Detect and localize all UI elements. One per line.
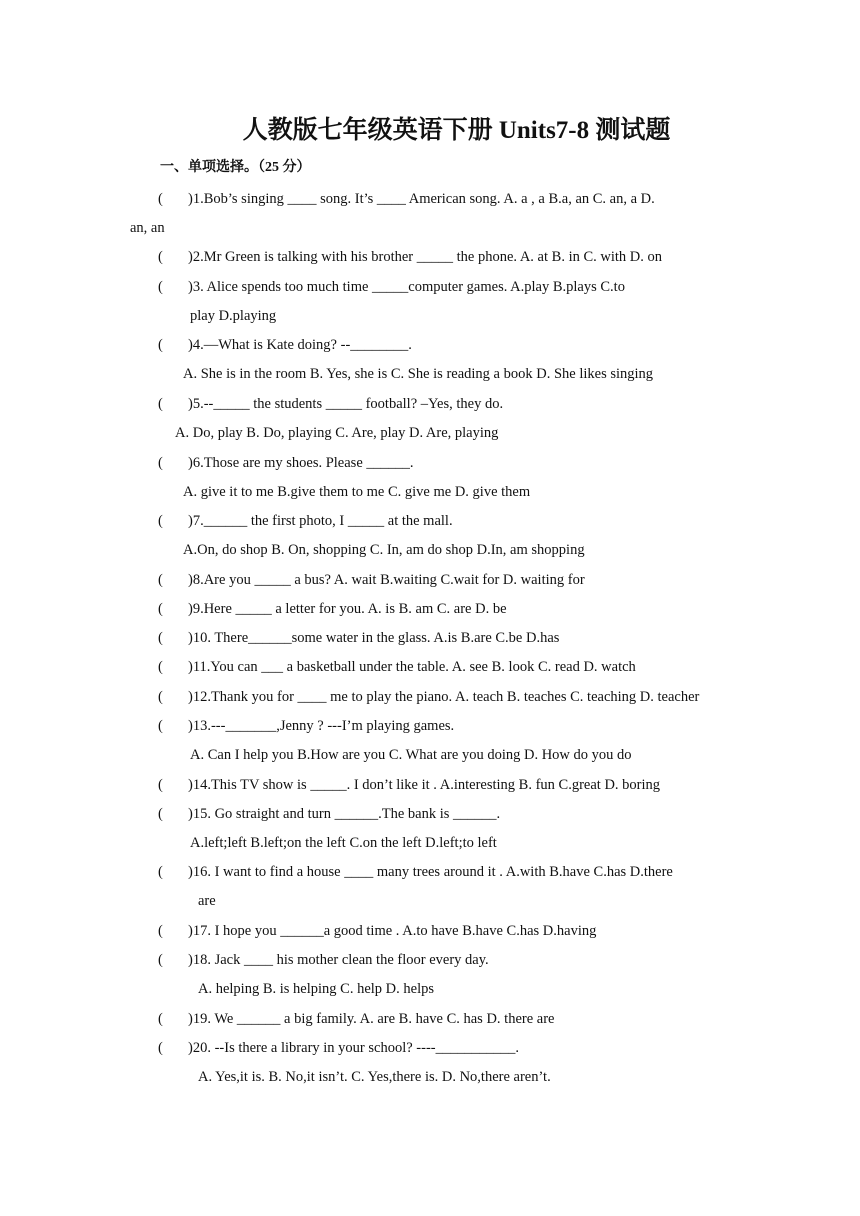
question-text: )1.Bob’s singing ____ song. It’s ____ American song. A. a , a B.a, an C. an, a D. bbox=[188, 191, 655, 207]
question-text: )16. I want to find a house ____ many trees around it . A.with B.have C.has D.there bbox=[188, 864, 673, 880]
answer-blank: ( bbox=[158, 396, 163, 412]
question-line bbox=[158, 922, 596, 940]
answer-blank: ( bbox=[158, 718, 163, 734]
question-line bbox=[158, 454, 414, 472]
answer-blank: ( bbox=[158, 337, 163, 353]
question-text: A.left;left B.left;on the left C.on the left D.left;to left bbox=[190, 835, 497, 851]
question-text: )13.---_______,Jenny ? ---I’m playing games. bbox=[188, 718, 455, 734]
answer-blank: ( bbox=[158, 191, 163, 207]
answer-blank: ( bbox=[158, 1011, 163, 1027]
page-title: 人教版七年级英语下册 Units7-8 测试题 bbox=[242, 117, 671, 144]
answer-blank: ( bbox=[158, 601, 163, 617]
question-text: )8.Are you _____ a bus? A. wait B.waiting C.wait for D. waiting for bbox=[188, 572, 585, 588]
question-text: )17. I hope you ______a good time . A.to have B.have C.has D.having bbox=[188, 923, 597, 939]
answer-blank: ( bbox=[158, 572, 163, 588]
answer-blank: ( bbox=[158, 689, 163, 705]
answer-blank: ( bbox=[158, 659, 163, 675]
question-text: play D.playing bbox=[190, 308, 277, 324]
question-text: A. Yes,it is. B. No,it isn’t. C. Yes,there is. D. No,there aren’t. bbox=[198, 1069, 551, 1085]
question-line bbox=[158, 336, 412, 354]
question-line bbox=[158, 717, 454, 735]
question-text: )10. There______some water in the glass. A.is B.are C.be D.has bbox=[188, 630, 560, 646]
question-continuation bbox=[183, 541, 585, 559]
question-line bbox=[158, 863, 673, 881]
question-text: )18. Jack ____ his mother clean the floor every day. bbox=[188, 952, 489, 968]
question-text: A. Can I help you B.How are you C. What are you doing D. How do you do bbox=[190, 747, 632, 763]
question-line bbox=[158, 571, 585, 589]
answer-blank: ( bbox=[158, 923, 163, 939]
question-continuation bbox=[183, 483, 530, 501]
question-continuation bbox=[130, 219, 165, 237]
answer-blank: ( bbox=[158, 864, 163, 880]
question-text: )12.Thank you for ____ me to play the piano. A. teach B. teaches C. teaching D. teacher bbox=[188, 689, 700, 705]
question-line bbox=[158, 1039, 519, 1057]
question-text: A. helping B. is helping C. help D. helps bbox=[198, 981, 435, 997]
question-line bbox=[158, 688, 699, 706]
question-text: )5.--_____ the students _____ football? –Yes, they do. bbox=[188, 396, 504, 412]
question-text: )11.You can ___ a basketball under the table. A. see B. look C. read D. watch bbox=[188, 659, 636, 675]
question-line bbox=[158, 805, 500, 823]
question-text: A. give it to me B.give them to me C. give me D. give them bbox=[183, 484, 531, 500]
answer-blank: ( bbox=[158, 952, 163, 968]
question-text: )20. --Is there a library in your school? ----___________. bbox=[188, 1040, 519, 1056]
question-line bbox=[158, 1010, 554, 1028]
question-text: )4.—What is Kate doing? --________. bbox=[188, 337, 412, 353]
question-text: )3. Alice spends too much time _____computer games. A.play B.plays C.to bbox=[188, 279, 625, 295]
question-continuation bbox=[198, 980, 434, 998]
answer-blank: ( bbox=[158, 806, 163, 822]
question-text: )7.______ the first photo, I _____ at the mall. bbox=[188, 513, 453, 529]
question-text: )19. We ______ a big family. A. are B. have C. has D. there are bbox=[188, 1011, 555, 1027]
question-line bbox=[158, 776, 660, 794]
answer-blank: ( bbox=[158, 249, 163, 265]
question-line bbox=[158, 512, 453, 530]
question-line bbox=[158, 278, 625, 296]
question-text: A. Do, play B. Do, playing C. Are, play D. Are, playing bbox=[175, 425, 499, 441]
question-text: )6.Those are my shoes. Please ______. bbox=[188, 455, 414, 471]
question-text: A. She is in the room B. Yes, she is C. She is reading a book D. She likes singing bbox=[183, 366, 654, 382]
question-continuation bbox=[198, 1068, 551, 1086]
question-continuation bbox=[175, 424, 498, 442]
question-line bbox=[158, 951, 489, 969]
question-text: )14.This TV show is _____. I don’t like it . A.interesting B. fun C.great D. boring bbox=[188, 777, 661, 793]
answer-blank: ( bbox=[158, 777, 163, 793]
question-continuation bbox=[190, 307, 276, 325]
question-line bbox=[158, 629, 559, 647]
question-text: )15. Go straight and turn ______.The bank is ______. bbox=[188, 806, 501, 822]
question-line bbox=[158, 600, 507, 618]
question-continuation bbox=[190, 746, 632, 764]
answer-blank: ( bbox=[158, 630, 163, 646]
answer-blank: ( bbox=[158, 1040, 163, 1056]
question-text: A.On, do shop B. On, shopping C. In, am do shop D.In, am shopping bbox=[183, 542, 585, 558]
answer-blank: ( bbox=[158, 279, 163, 295]
answer-blank: ( bbox=[158, 455, 163, 471]
question-text: an, an bbox=[130, 220, 165, 236]
question-continuation bbox=[183, 365, 653, 383]
question-line bbox=[158, 190, 655, 208]
question-line bbox=[158, 658, 636, 676]
question-line bbox=[158, 248, 662, 266]
question-continuation bbox=[190, 834, 497, 852]
question-text: )2.Mr Green is talking with his brother _____ the phone. A. at B. in C. with D. on bbox=[188, 249, 663, 265]
question-continuation bbox=[198, 892, 216, 910]
question-text: )9.Here _____ a letter for you. A. is B. am C. are D. be bbox=[188, 601, 507, 617]
question-text: are bbox=[198, 893, 216, 909]
answer-blank: ( bbox=[158, 513, 163, 529]
section-heading: 一、单项选择。（25 分） bbox=[160, 160, 311, 175]
question-line bbox=[158, 395, 503, 413]
